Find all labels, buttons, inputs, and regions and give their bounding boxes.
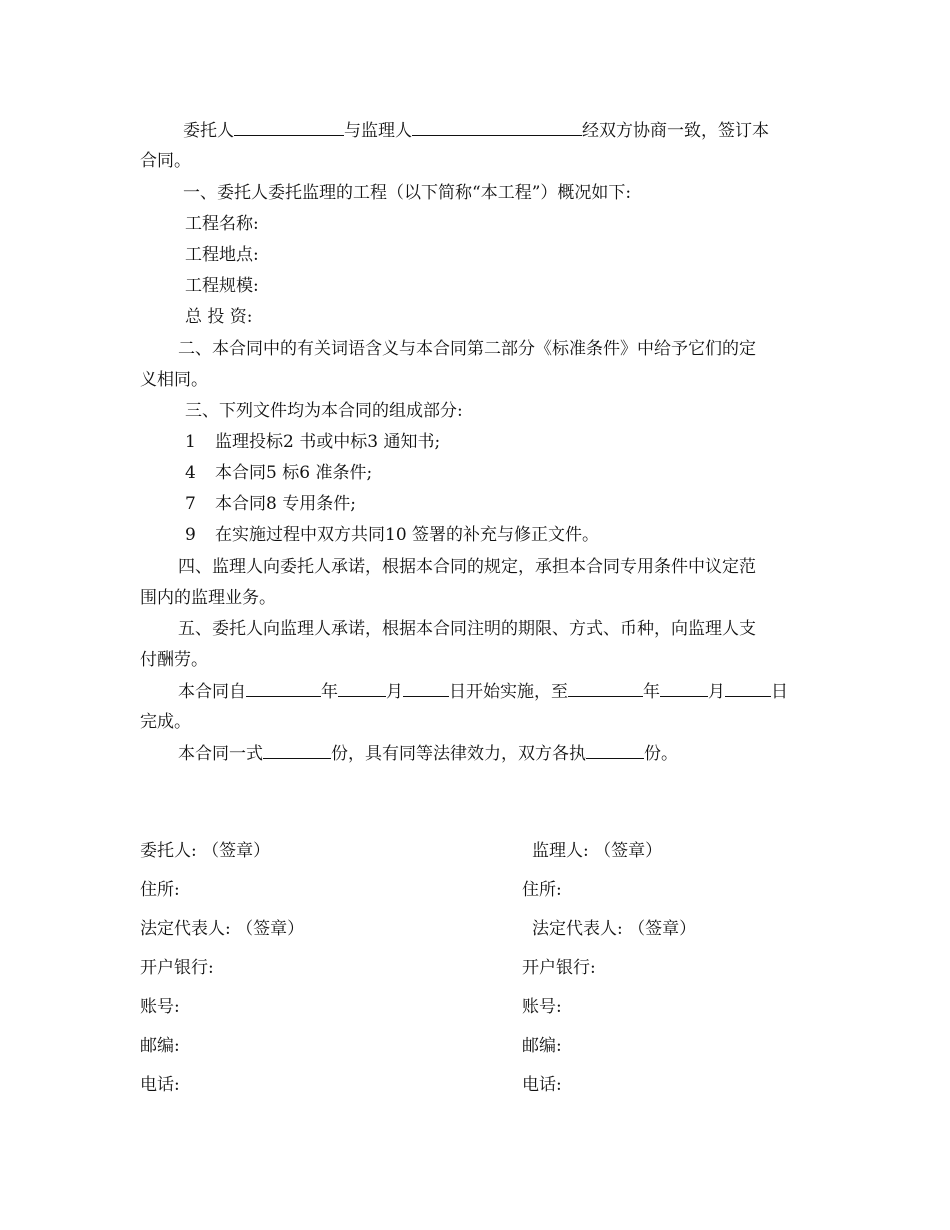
supervisor-phone-label: 电话: <box>522 1075 562 1095</box>
day-label: 日 <box>771 682 788 702</box>
month-label: 月 <box>386 682 403 702</box>
section4-line-2: 围内的监理业务。 <box>140 588 276 608</box>
project-scale-label: 工程规模: <box>185 276 259 296</box>
section5-line-1: 五、委托人向监理人承诺，根据本合同注明的期限、方式、币种，向监理人支 <box>178 619 756 639</box>
period-start-text: 本合同自 <box>178 682 246 702</box>
copies-start-text: 本合同一式 <box>178 744 263 764</box>
list-item-text: 本合同8 专用条件; <box>215 494 356 514</box>
list-item-text: 在实施过程中双方共同10 签署的补充与修正文件。 <box>215 525 600 545</box>
client-signature-label: 委托人: （签章） <box>140 841 271 861</box>
each-copies-blank <box>586 743 644 759</box>
supervisor-name-blank <box>412 120 582 136</box>
client-name-blank <box>234 120 344 136</box>
period-line-2: 完成。 <box>140 712 191 732</box>
section4-line-1: 四、监理人向委托人承诺，根据本合同的规定，承担本合同专用条件中议定范 <box>178 557 756 577</box>
period-line-1 <box>178 681 788 702</box>
client-address-label: 住所: <box>140 880 180 900</box>
start-day-blank <box>403 681 449 697</box>
supervisor-signature-label: 监理人: （签章） <box>532 841 663 861</box>
supervisor-account-label: 账号: <box>522 997 562 1017</box>
section2-line-1: 二、本合同中的有关词语含义与本合同第二部分《标准条件》中给予它们的定 <box>178 339 756 359</box>
supervisor-postcode-label: 邮编: <box>522 1036 562 1056</box>
list-item-text: 监理投标2 书或中标3 通知书; <box>215 432 441 452</box>
intro-line-1 <box>183 120 769 141</box>
project-location-label: 工程地点: <box>185 245 259 265</box>
list-item-number: 7 <box>185 494 196 514</box>
period-mid-text: 日开始实施，至 <box>449 682 568 702</box>
copies-mid-text: 份，具有同等法律效力，双方各执 <box>331 744 586 764</box>
supervisor-bank-label: 开户银行: <box>522 958 596 978</box>
end-month-blank <box>660 681 708 697</box>
client-bank-label: 开户银行: <box>140 958 214 978</box>
client-postcode-label: 邮编: <box>140 1036 180 1056</box>
intro-client-label: 委托人 <box>183 121 234 141</box>
total-copies-blank <box>263 743 331 759</box>
end-year-blank <box>568 681 643 697</box>
copies-end-text: 份。 <box>644 744 678 764</box>
start-month-blank <box>338 681 386 697</box>
list-item-text: 本合同5 标6 准条件; <box>215 463 373 483</box>
year-label: 年 <box>643 682 660 702</box>
month-label: 月 <box>708 682 725 702</box>
supervisor-rep-label: 法定代表人: （签章） <box>532 919 697 939</box>
section3-heading: 三、下列文件均为本合同的组成部分: <box>185 401 463 421</box>
list-item <box>185 525 599 545</box>
project-name-label: 工程名称: <box>185 214 259 234</box>
client-account-label: 账号: <box>140 997 180 1017</box>
section2-line-2: 义相同。 <box>140 370 208 390</box>
list-item <box>185 432 440 452</box>
list-item-number: 9 <box>185 525 196 545</box>
list-item <box>185 463 372 483</box>
section5-line-2: 付酬劳。 <box>140 650 208 670</box>
intro-agreement-text: 经双方协商一致，签订本 <box>582 121 769 141</box>
client-phone-label: 电话: <box>140 1075 180 1095</box>
end-day-blank <box>725 681 771 697</box>
supervisor-address-label: 住所: <box>522 880 562 900</box>
section1-heading: 一、委托人委托监理的工程（以下简称“本工程”）概况如下: <box>183 183 632 203</box>
year-label: 年 <box>321 682 338 702</box>
client-rep-label: 法定代表人: （签章） <box>140 919 305 939</box>
list-item-number: 4 <box>185 463 196 483</box>
list-item <box>185 494 356 514</box>
copies-line <box>178 743 678 764</box>
start-year-blank <box>246 681 321 697</box>
list-item-number: 1 <box>185 432 196 452</box>
intro-supervisor-label: 与监理人 <box>344 121 412 141</box>
intro-line-2: 合同。 <box>140 151 191 171</box>
total-investment-label: 总 投 资: <box>185 307 253 327</box>
